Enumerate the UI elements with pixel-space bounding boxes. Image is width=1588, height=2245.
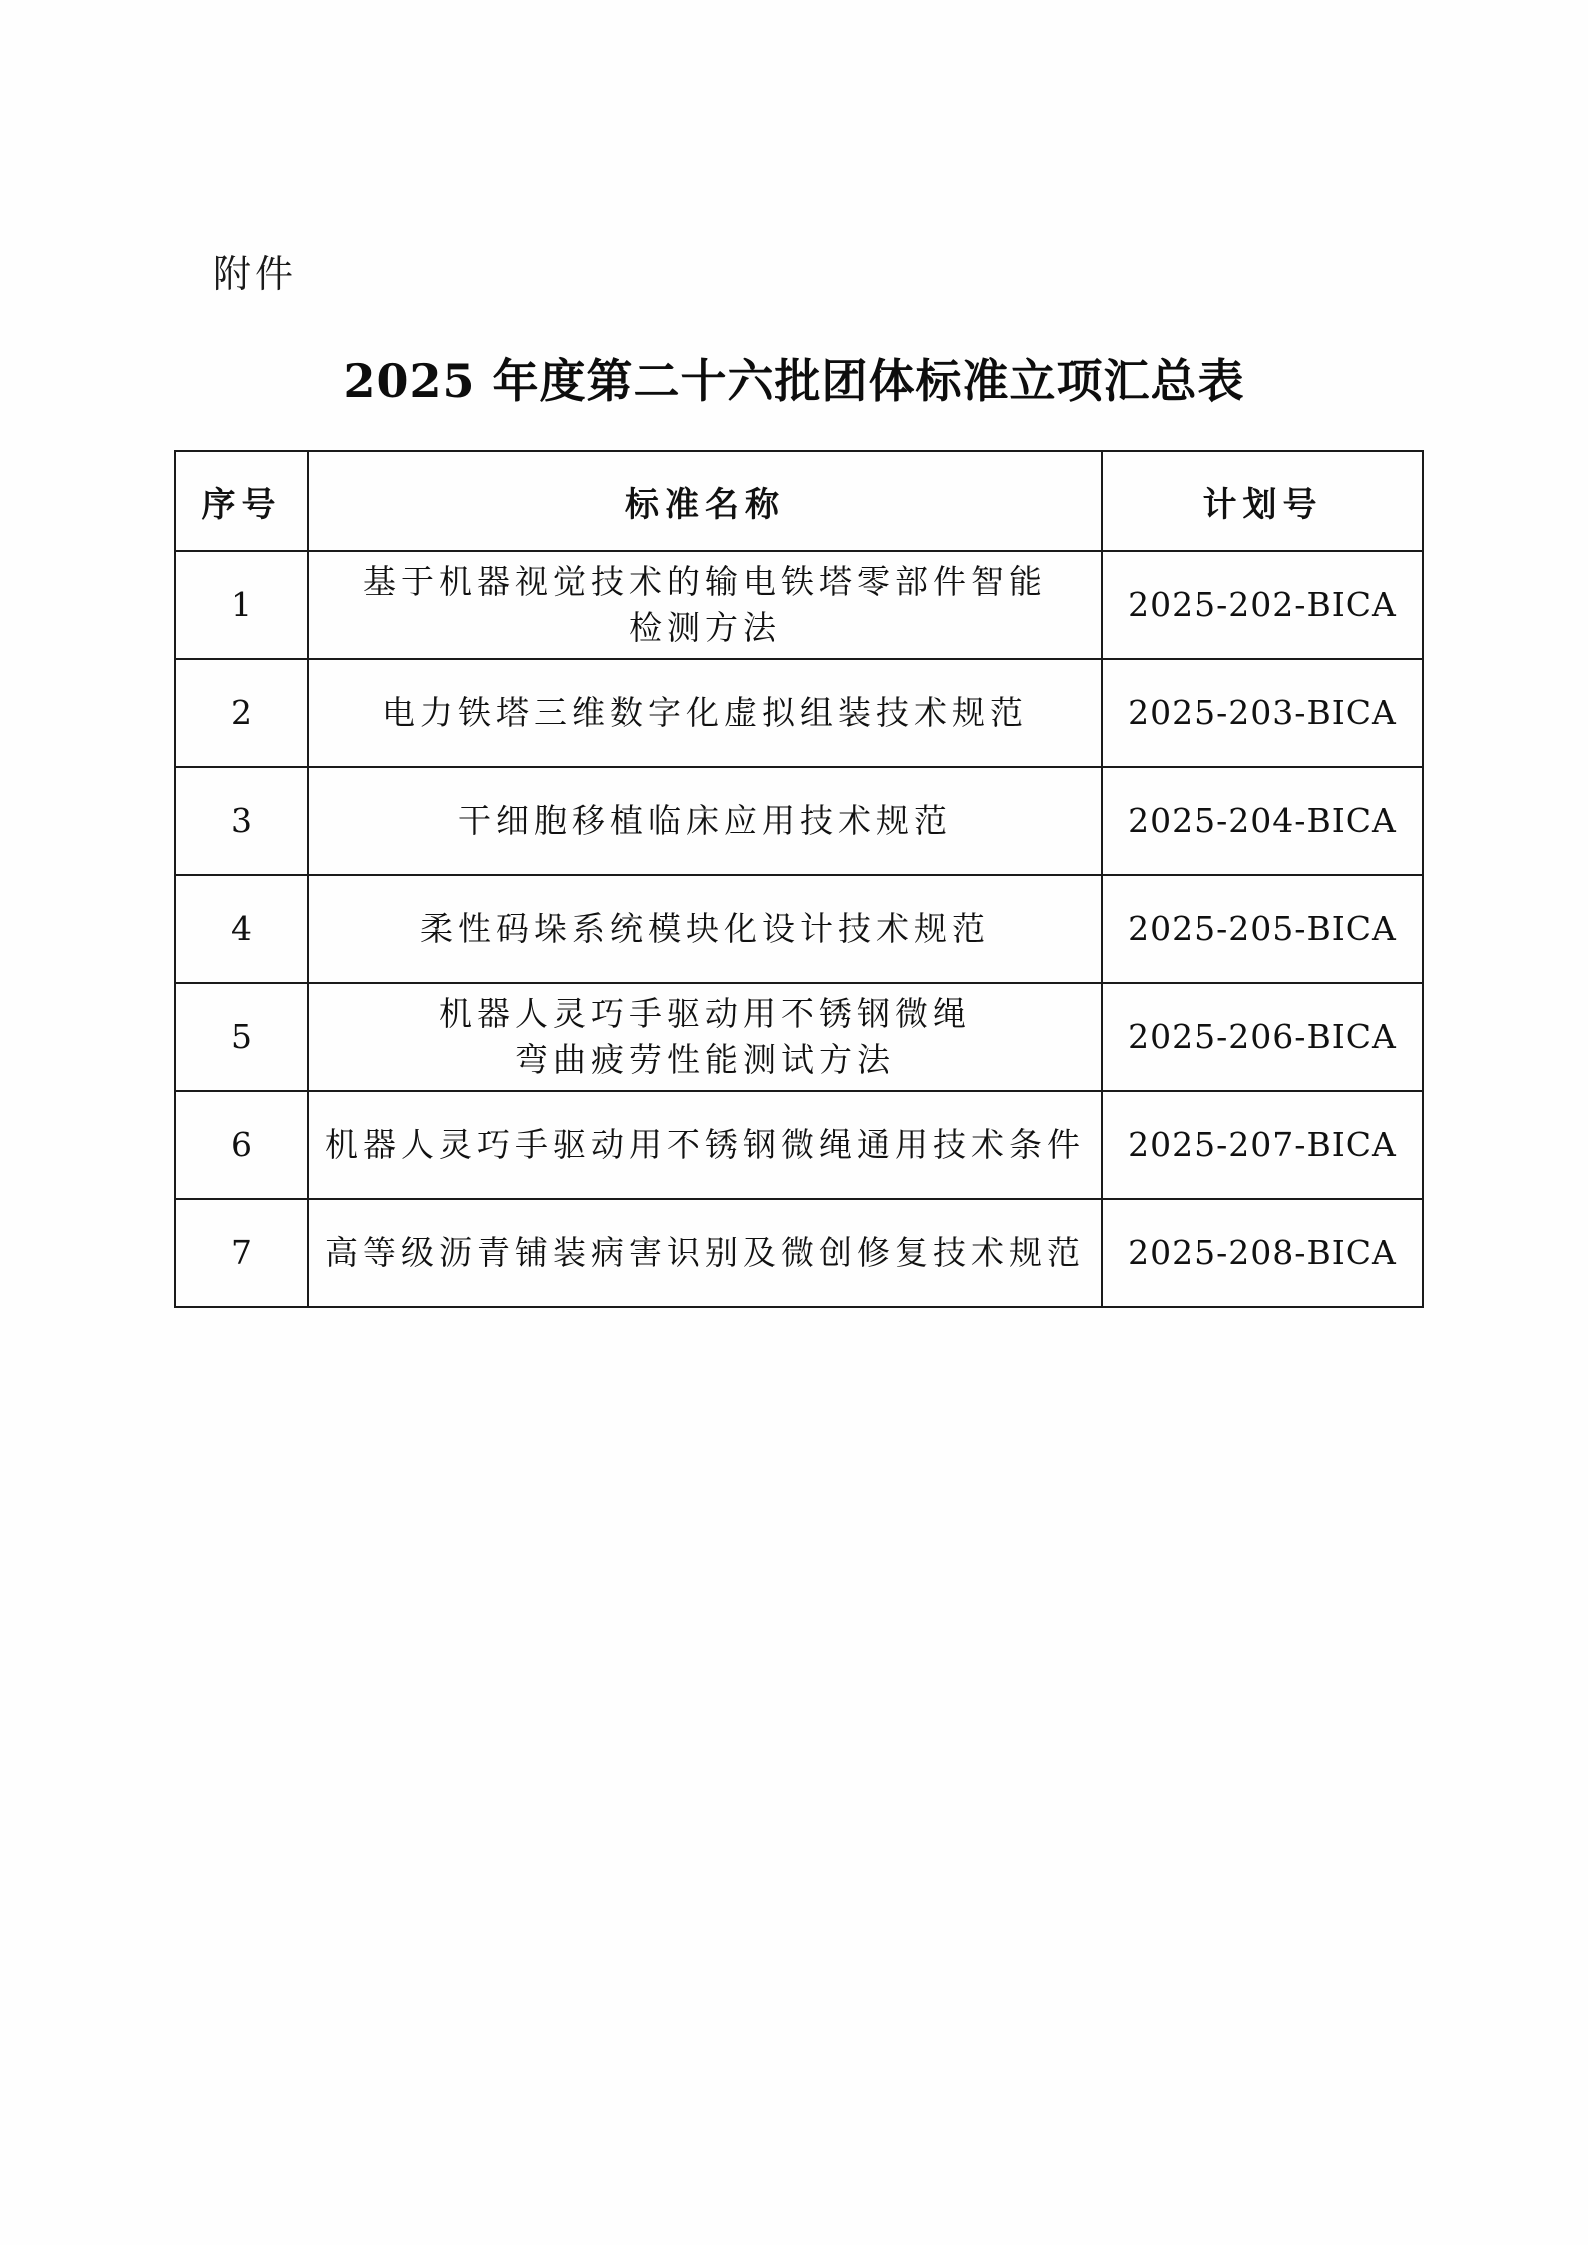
row-plan-number: 2025-207-BICA <box>1102 1091 1423 1199</box>
row-plan-number: 2025-208-BICA <box>1102 1199 1423 1307</box>
table-row <box>175 767 1423 875</box>
row-plan-number: 2025-204-BICA <box>1102 767 1423 875</box>
table-row <box>175 551 1423 659</box>
standard-name-line: 柔性码垛系统模块化设计技术规范 <box>420 909 990 948</box>
standard-name-line: 检测方法 <box>629 608 781 647</box>
row-serial-number: 5 <box>175 983 308 1091</box>
table-row <box>175 875 1423 983</box>
attachment-label: 附件 <box>213 252 298 296</box>
row-standard-name <box>308 659 1102 767</box>
row-serial-number: 4 <box>175 875 308 983</box>
standard-name-line: 机器人灵巧手驱动用不锈钢微绳 <box>439 994 971 1033</box>
table-header-row <box>175 451 1423 551</box>
table-row <box>175 983 1423 1091</box>
standard-name-line: 干细胞移植临床应用技术规范 <box>458 801 952 840</box>
row-serial-number: 3 <box>175 767 308 875</box>
row-serial-number: 7 <box>175 1199 308 1307</box>
row-standard-name <box>308 1091 1102 1199</box>
header-plan-number: 计划号 <box>1102 451 1423 551</box>
row-standard-name <box>308 767 1102 875</box>
row-plan-number: 2025-202-BICA <box>1102 551 1423 659</box>
table-row <box>175 1199 1423 1307</box>
row-plan-number: 2025-206-BICA <box>1102 983 1423 1091</box>
standards-summary-table <box>174 450 1424 1308</box>
row-serial-number: 6 <box>175 1091 308 1199</box>
table-row <box>175 659 1423 767</box>
standard-name-line: 高等级沥青铺装病害识别及微创修复技术规范 <box>325 1233 1085 1272</box>
row-standard-name <box>308 983 1102 1091</box>
row-standard-name <box>308 875 1102 983</box>
row-standard-name <box>308 1199 1102 1307</box>
row-standard-name <box>308 551 1102 659</box>
document-title: 2025 年度第二十六批团体标准立项汇总表 <box>343 354 1245 408</box>
header-standard-name: 标准名称 <box>308 451 1102 551</box>
standard-name-line: 基于机器视觉技术的输电铁塔零部件智能 <box>363 562 1047 601</box>
standard-name-line: 弯曲疲劳性能测试方法 <box>515 1040 895 1079</box>
standard-name-line: 电力铁塔三维数字化虚拟组装技术规范 <box>382 693 1028 732</box>
row-serial-number: 1 <box>175 551 308 659</box>
row-plan-number: 2025-205-BICA <box>1102 875 1423 983</box>
header-serial-number: 序号 <box>175 451 308 551</box>
row-plan-number: 2025-203-BICA <box>1102 659 1423 767</box>
standard-name-line: 机器人灵巧手驱动用不锈钢微绳通用技术条件 <box>325 1125 1085 1164</box>
table-row <box>175 1091 1423 1199</box>
row-serial-number: 2 <box>175 659 308 767</box>
